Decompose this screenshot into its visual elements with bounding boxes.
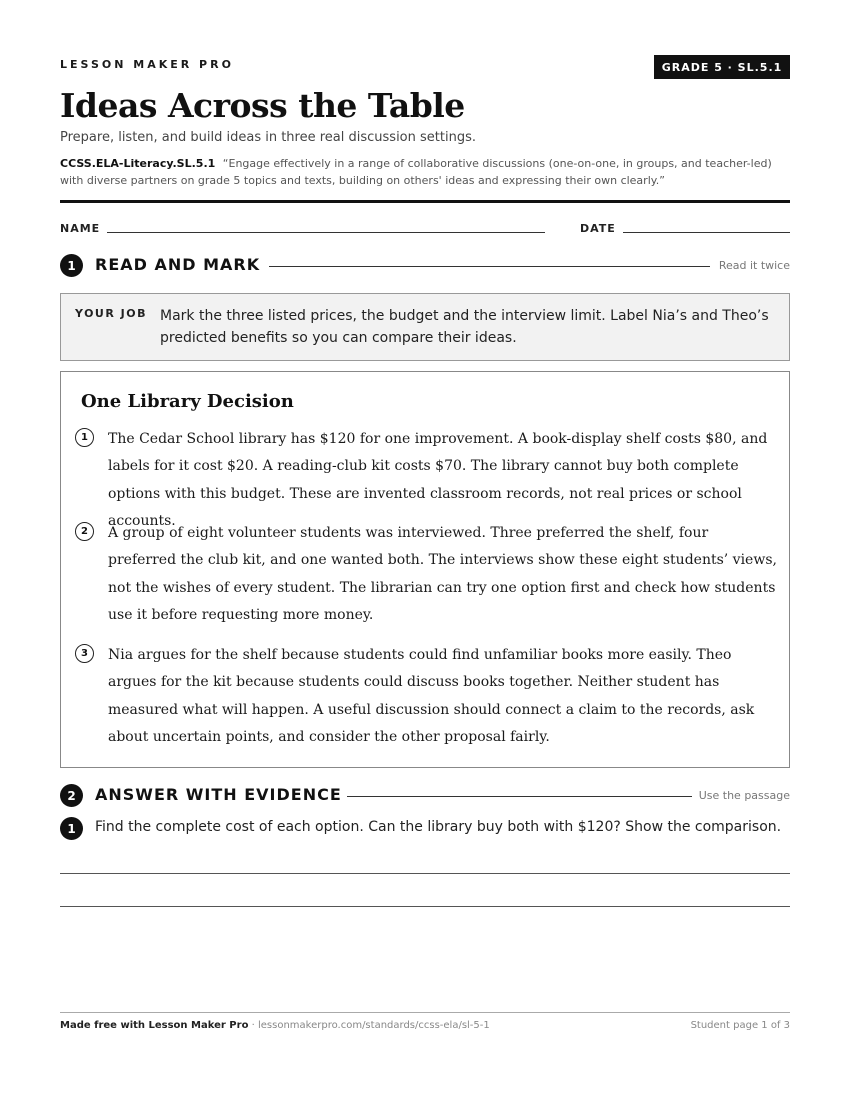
name-field[interactable] xyxy=(107,232,545,233)
section-2-hint: Use the passage xyxy=(698,789,790,802)
paragraph-text: The Cedar School library has $120 for one improvement. A book-display shelf costs $80, and labels for it cost $20. A reading-club kit costs $70. The library cannot buy both complete options with this budget. These are invented classroom records, not real prices or school accounts. xyxy=(108,431,768,529)
your-job-box xyxy=(60,293,790,361)
section-2-header xyxy=(60,784,790,808)
question-1 xyxy=(60,817,790,841)
name-label: NAME xyxy=(60,222,101,235)
standard-code: CCSS.ELA-Literacy.SL.5.1 xyxy=(60,157,216,170)
section-1-header xyxy=(60,254,790,278)
footer-page-number: Student page 1 of 3 xyxy=(690,1020,790,1031)
your-job-label: YOUR JOB xyxy=(75,307,147,320)
passage-box xyxy=(60,371,790,768)
footer-made-with: Made free with Lesson Maker Pro xyxy=(60,1020,249,1031)
passage-title: One Library Decision xyxy=(81,391,294,412)
question-text: Find the complete cost of each option. Can the library buy both with $120? Show the comparison. xyxy=(95,819,782,835)
section-2-title: ANSWER WITH EVIDENCE xyxy=(95,785,342,804)
footer-divider xyxy=(60,1012,790,1013)
standard-text: “Engage effectively in a range of collaborative discussions (one-on-one, in groups, and teacher-led) with diverse partners on grade 5 topics and texts, building on others' ideas and expressing their own clearly.” xyxy=(60,157,772,187)
footer-credit xyxy=(60,1020,490,1031)
paragraph-text: A group of eight volunteer students was interviewed. Three preferred the shelf, four preferred the club kit, and one wanted both. The interviews show these eight students’ views, not the wishes of every student. The librarian can try one option first and check how students use it before requesting more money. xyxy=(108,525,777,623)
page-title: Ideas Across the Table xyxy=(60,86,465,125)
worksheet-page xyxy=(60,0,790,1100)
paragraph-number: 3 xyxy=(75,644,94,663)
paragraph-number: 1 xyxy=(75,428,94,447)
date-field[interactable] xyxy=(623,232,790,233)
name-date-row xyxy=(60,221,790,237)
question-number: 1 xyxy=(60,817,83,840)
paragraph-number: 2 xyxy=(75,522,94,541)
footer-url[interactable]: · lessonmakerpro.com/standards/ccss-ela/sl-5-1 xyxy=(248,1020,490,1031)
section-1-title: READ AND MARK xyxy=(95,255,261,274)
answer-line[interactable] xyxy=(60,873,790,874)
header-divider xyxy=(60,200,790,203)
paragraph-text: Nia argues for the shelf because students could find unfamiliar books more easily. Theo argues for the kit because students could discuss books together. Neither student has measured what will happen. A useful discussion should connect a claim to the records, ask about uncertain points, and consider the other proposal fairly. xyxy=(108,647,755,745)
your-job-text: Mark the three listed prices, the budget and the interview limit. Label Nia’s and Theo’s predicted benefits so you can compare their ideas. xyxy=(160,308,769,346)
standard-statement xyxy=(60,155,790,189)
section-1-rule xyxy=(269,266,710,267)
section-1-hint: Read it twice xyxy=(718,259,790,272)
section-2-number: 2 xyxy=(60,784,83,807)
section-1-number: 1 xyxy=(60,254,83,277)
date-label: DATE xyxy=(580,222,616,235)
section-2-rule xyxy=(347,796,692,797)
brand-name: LESSON MAKER PRO xyxy=(60,58,234,71)
page-subtitle: Prepare, listen, and build ideas in three real discussion settings. xyxy=(60,130,476,145)
grade-badge: GRADE 5 · SL.5.1 xyxy=(654,55,790,79)
answer-line[interactable] xyxy=(60,906,790,907)
